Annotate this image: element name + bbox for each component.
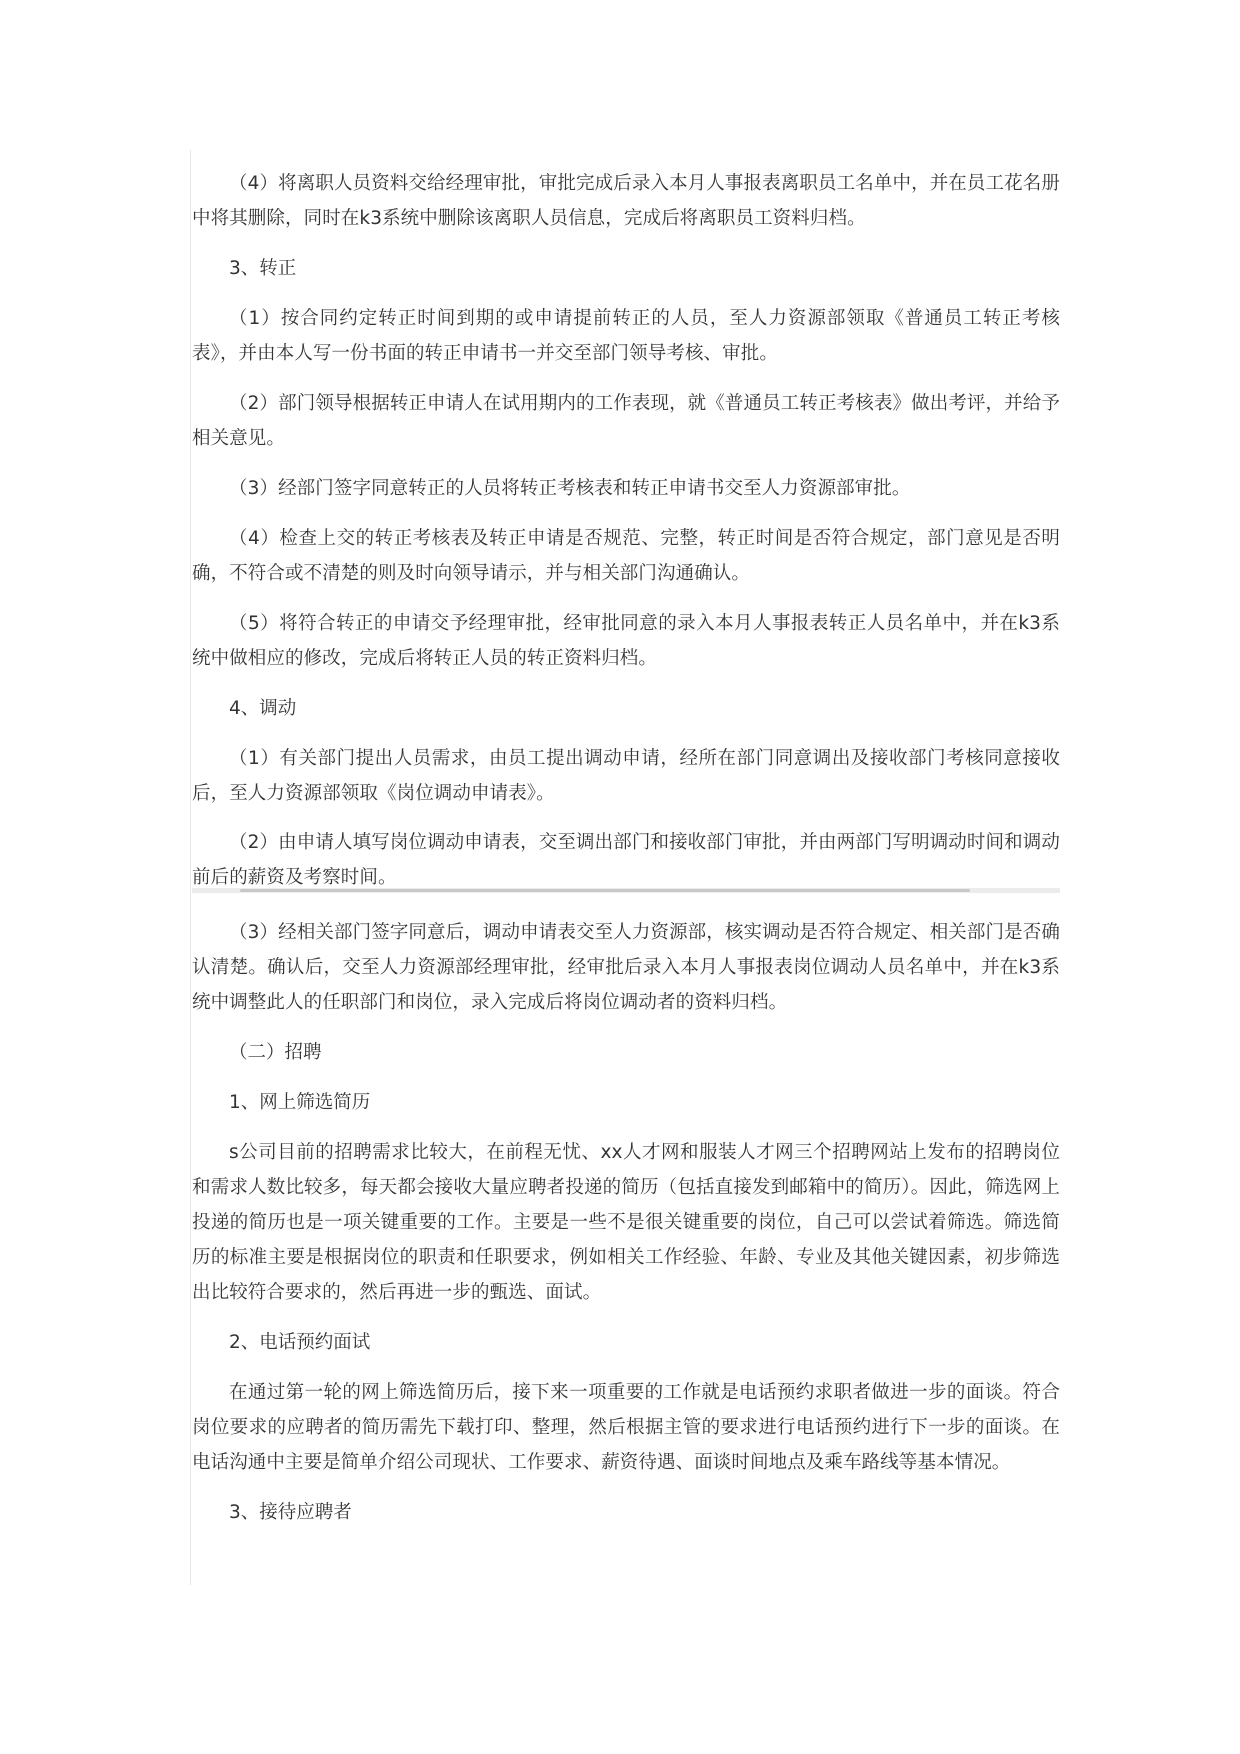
section-heading: 3、接待应聘者 (229, 1502, 352, 1523)
section-heading: 3、转正 (229, 258, 297, 279)
paragraph: （4）检查上交的转正考核表及转正申请是否规范、完整，转正时间是否符合规定，部门意见是否明确，不符合或不清楚的则及时向领导请示，并与相关部门沟通确认。 (192, 528, 1060, 584)
section-heading: 2、电话预约面试 (229, 1332, 371, 1353)
horizontal-scrollbar[interactable] (192, 888, 1060, 893)
document-section-lower (192, 915, 1060, 1530)
left-margin-rule (190, 150, 191, 1585)
paragraph: 在通过第一轮的网上筛选简历后，接下来一项重要的工作就是电话预约求职者做进一步的面谈。符合岗位要求的应聘者的简历需先下载打印、整理，然后根据主管的要求进行电话预约进行下一步的面谈。在电话沟通中主要是简单介绍公司现状、工作要求、薪资待遇、面谈时间地点及乘车路线等基本情况。 (192, 1382, 1060, 1473)
scrollbar-thumb[interactable] (240, 889, 970, 892)
paragraph: s公司目前的招聘需求比较大，在前程无忧、xx人才网和服装人才网三个招聘网站上发布的招聘岗位和需求人数比较多，每天都会接收大量应聘者投递的简历（包括直接发到邮箱中的简历）。因此，筛选网上投递的简历也是一项关键重要的工作。主要是一些不是很关键重要的岗位，自己可以尝试着筛选。筛选简历的标准主要是根据岗位的职责和任职要求，例如相关工作经验、年龄、专业及其他关键因素，初步筛选出比较符合要求的，然后再进一步的甄选、面试。 (192, 1142, 1060, 1303)
paragraph: （2）由申请人填写岗位调动申请表，交至调出部门和接收部门审批，并由两部门写明调动时间和调动前后的薪资及考察时间。 (192, 832, 1060, 888)
clipped-paragraph-container (192, 825, 1060, 890)
paragraph: （1）按合同约定转正时间到期的或申请提前转正的人员，至人力资源部领取《普通员工转正考核表》，并由本人写一份书面的转正申请书一并交至部门领导考核、审批。 (192, 308, 1060, 364)
paragraph: （3）经部门签字同意转正的人员将转正考核表和转正申请书交至人力资源部审批。 (229, 478, 911, 499)
section-heading: 1、网上筛选简历 (229, 1092, 371, 1113)
paragraph: （1）有关部门提出人员需求，由员工提出调动申请，经所在部门同意调出及接收部门考核同意接收后，至人力资源部领取《岗位调动申请表》。 (192, 748, 1060, 804)
paragraph: （2）部门领导根据转正申请人在试用期内的工作表现，就《普通员工转正考核表》做出考评，并给予相关意见。 (192, 393, 1060, 449)
paragraph: （4）将离职人员资料交给经理审批，审批完成后录入本月人事报表离职员工名单中，并在员工花名册中将其删除，同时在k3系统中删除该离职人员信息，完成后将离职员工资料归档。 (192, 173, 1060, 229)
paragraph: （5）将符合转正的申请交予经理审批，经审批同意的录入本月人事报表转正人员名单中，并在k3系统中做相应的修改，完成后将转正人员的转正资料归档。 (192, 613, 1060, 669)
paragraph: （3）经相关部门签字同意后，调动申请表交至人力资源部，核实调动是否符合规定、相关部门是否确认清楚。确认后，交至人力资源部经理审批，经审批后录入本月人事报表岗位调动人员名单中，并在k3系统中调整此人的任职部门和岗位，录入完成后将岗位调动者的资料归档。 (192, 922, 1060, 1013)
section-heading: 4、调动 (229, 698, 297, 719)
section-heading: （二）招聘 (229, 1042, 322, 1063)
document-section-upper (192, 166, 1060, 811)
